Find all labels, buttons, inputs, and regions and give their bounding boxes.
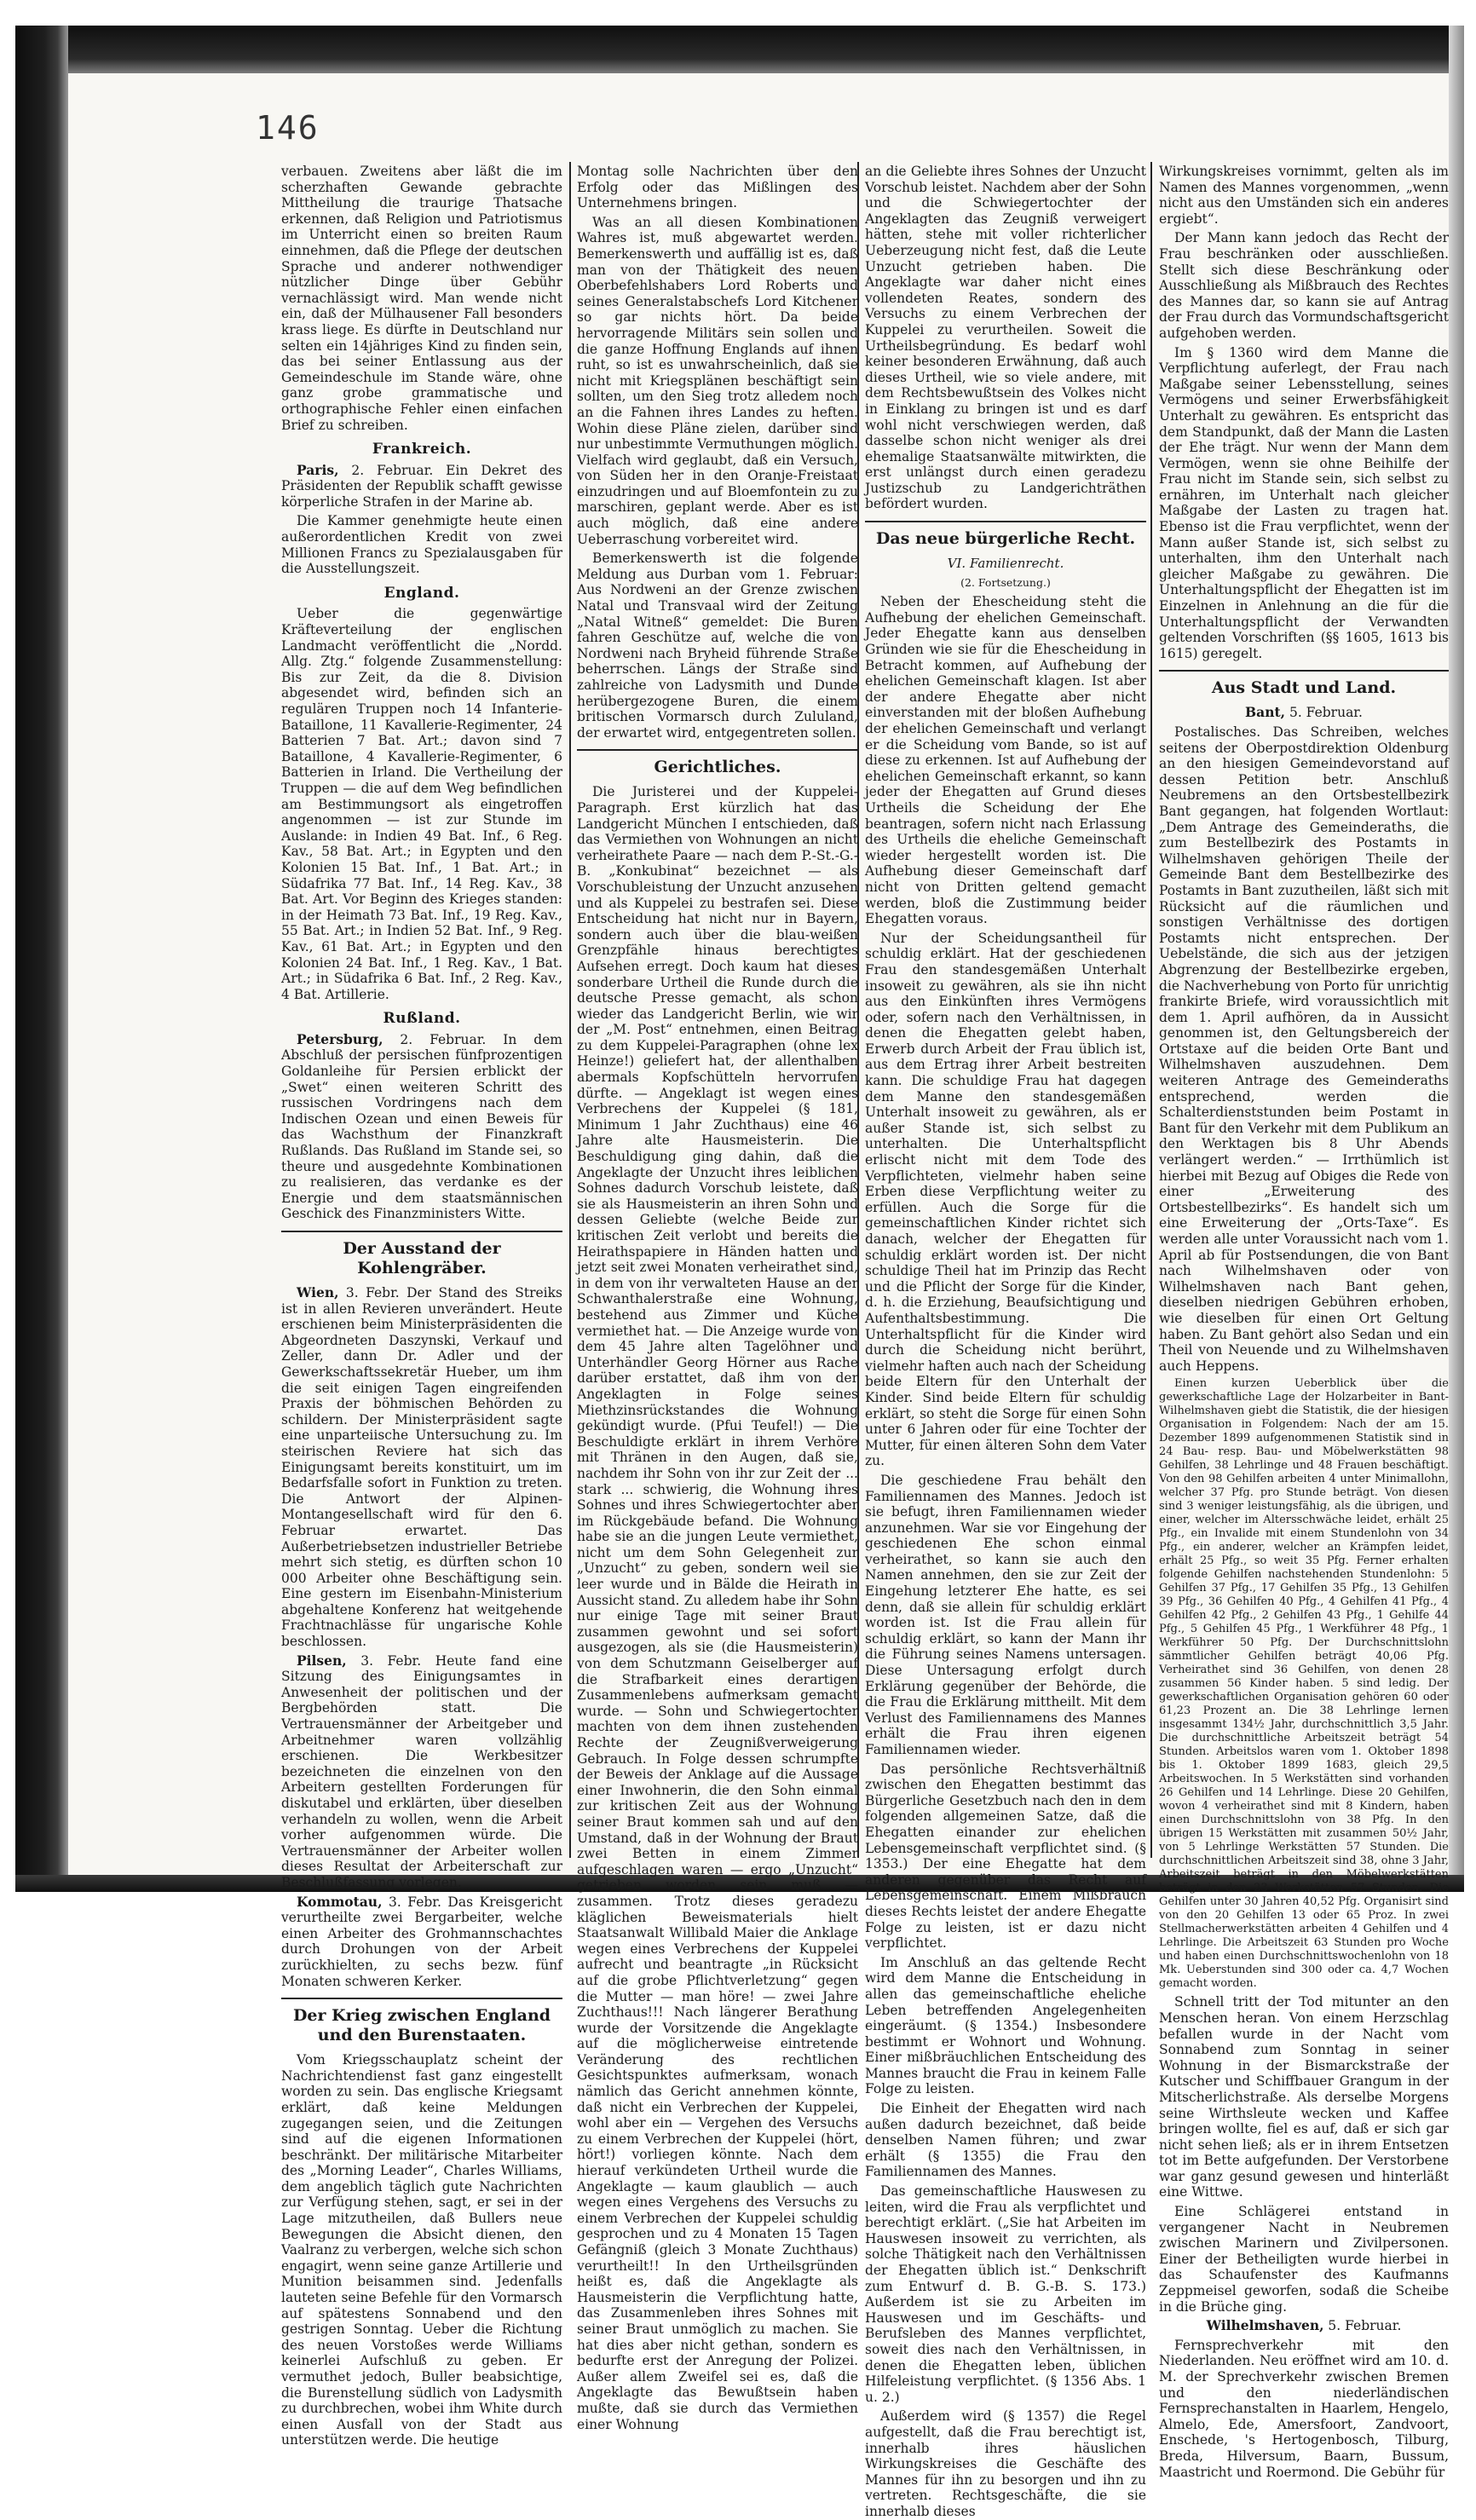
article-paragraph — [865, 2408, 1146, 2519]
article-paragraph — [577, 784, 858, 2432]
article-paragraph — [1159, 724, 1449, 1374]
paragraph-text: verbauen. Zweitens aber läßt die im scherzhaften Gewande gebrachte Mittheilung die traurige Thatsache erkennen, daß Religion und Patriotismus im Unterricht einen so breiten Raum einnehmen, daß die Pflege der deutschen Sprache und anderer nothwendiger nützlicher Dinge über Gebühr vernachlässigt wird. Man wende nicht ein, daß der Mülhausener Fall besonders krass liege. Es dürfte in Deutschland nur selten ein 14jähriges Kind zu finden sein, das bei seiner Entlassung aus der Gemeindeschule im Stande wäre, ohne ganz grobe grammatische und orthographische Fehler einen einfachen Brief zu schreiben. — [281, 164, 562, 433]
column-4 — [1159, 164, 1449, 2480]
article-paragraph — [1159, 1994, 1449, 2200]
scan-right-edge — [1449, 26, 1464, 1892]
article-headline: Der Krieg zwischen England und den Burenstaaten. — [281, 1998, 562, 2045]
paragraph-text: Die geschiedene Frau behält den Familiennamen des Mannes. Jedoch ist sie befugt, ihren Familiennamen wieder anzunehmen. War sie vor Eingehung der geschiedenen Ehe schon einmal verheirathet, so kann sie auch den Namen annehmen, den sie zur Zeit der Eingehung letzterer Ehe hatte, es sei denn, daß sie allein für schuldig erklärt worden ist. Ist die Frau allein für schuldig erklärt, so kann der Mann ihr die Führung seines Namens untersagen. Diese Untersagung erfolgt durch Erklärung gegenüber der Behörde, die die Frau die Erklärung mittheilt. Mit dem Verlust des Familiennamens des Mannes erhält die Frau ihren eigenen Familiennamen wieder. — [865, 1472, 1146, 1757]
paragraph-text: Der Mann kann jedoch das Recht der Frau beschränken oder ausschließen. Stellt sich diese Beschränkung oder Ausschließung als Mißbrauch des Rechtes des Mannes dar, so kann sie auf Antrag der Frau durch das Vormundschaftsgericht aufgehoben werden. — [1159, 230, 1449, 341]
paragraph-text: 3. Febr. Das Kreisgericht verurtheilte zwei Bergarbeiter, welche einen Arbeiter des Grohmannschachtes durch Drohungen von der Arbeit zurückhielten, zu sechs bezw. fünf Monaten schweren Kerker. — [281, 1894, 562, 1989]
place-dateline: Wilhelmshaven, — [1206, 2317, 1324, 2334]
article-paragraph — [865, 164, 1146, 512]
paragraph-text: Die Kammer genehmigte heute einen außerordentlichen Kredit von zwei Millionen Francs zu Spezialausgaben für die Ausstellungszeit. — [281, 513, 562, 577]
paragraph-text: Was an all diesen Kombinationen Wahres ist, muß abgewartet werden. Bemerkenswerth und auffällig ist es, daß man von der Thätigkeit des neuen Oberbefehlshabers Lord Roberts und seines Generalstabschefs Lord Kitchener so gar nichts hört. Da beide hervorragende Militärs sein sollen und die ganze Hoffnung Englands auf ihnen ruht, so ist es unwahrscheinlich, daß sie nicht mit Kriegsplänen beschäftigt sein sollten, um den Sieg trotz alledem noch an die Fahnen ihres Landes zu heften. Wohin diese Pläne zielen, darüber sind nur unbestimmte Vermuthungen möglich. Vielfach wird geglaubt, daß ein Versuch, von Süden her in den Oranje-Freistaat einzudringen und auf Bloemfontein zu zu marschiren, geplant werde. Aber es ist auch möglich, daß eine andere Ueberraschung vorbereitet wird. — [577, 214, 858, 547]
article-paragraph — [1159, 230, 1449, 341]
paragraph-text: 3. Febr. Heute fand eine Sitzung des Einigungsamtes in Anwesenheit der politischen und der Bergbehörden statt. Die Vertrauensmänner der Arbeitgeber und Arbeitnehmer waren vollzählig erschienen. Die Werkbesitzer bezeichneten die einzelnen von den Arbeitern gestellten Forderungen für diskutabel und erklärten, über dieselben verhandeln zu wollen, wenn die Arbeit vorher aufgenommen würde. Die Vertrauensmänner der Arbeiter wollen dieses Resultat der Arbeiterschaft zur Beschlußfassung vorlegen. — [281, 1652, 562, 1890]
paragraph-text: an die Geliebte ihres Sohnes der Unzucht Vorschub leistet. Nachdem aber der Sohn und die Schwiegertochter der Angeklagten das Zeugniß verweigert hätten, stehe mit voller richterlicher Ueberzeugung nicht fest, daß die Leute Unzucht getrieben haben. Die Angeklagte war daher nicht eines vollendeten Reates, sondern des Versuchs zu einem Verbrechen der Kuppelei zu verurtheilen. Soweit die Urtheilsbegründung. Es bedarf wohl keiner besonderen Erwähnung, daß auch dieses Urtheil, wie so viele andere, mit dem Rechtsbewußtsein des Volkes nicht in Einklang zu bringen ist und es darf wohl nicht verschwiegen werden, daß dasselbe schon nicht weniger als drei ehemalige Staatsanwälte mitwirkten, die erst unlängst durch einen geradezu Justizschub zu Landgerichträthen befördert wurden. — [865, 164, 1146, 512]
article-paragraph — [865, 1955, 1146, 2097]
paragraph-text: Im § 1360 wird dem Manne die Verpflichtung auferlegt, der Frau nach Maßgabe seiner Lebensstellung, seines Vermögens und seiner Erwerbsfähigkeit Unterhalt zu gewähren. Es entspricht das dem Standpunkt, daß der Mann die Lasten der Ehe trägt. Nur wenn der Mann dem Vermögen, wenn sie ohne Beihilfe der Frau nicht im Stande sein, sich selbst zu ernähren, im Unterhalt nach gleicher Maßgabe der Lasten zu tragen hat. Ebenso ist die Frau verpflichtet, wenn der Mann außer Stande ist, sich selbst zu unterhalten, ihm den Unterhalt nach gleicher Maßgabe zu gewähren. Die Unterhaltungspflicht der Ehegatten ist im Einzelnen in Anlehnung an die für die Unterhaltungspflicht der Verwandten geltenden Vorschriften (§§ 1605, 1613 bis 1615) geregelt. — [1159, 344, 1449, 661]
continuation-note: (2. Fortsetzung.) — [960, 575, 1051, 589]
paragraph-text: Das gemeinschaftliche Hauswesen zu leiten, wird die Frau als verpflichtet und berechtigt erklärt. („Sie hat Arbeiten im Hauswesen insoweit zu verrichten, als solche Thätigkeit nach den Verhältnissen der Ehegatten üblich ist.“ Denkschrift zum Entwurf d. B. G.-B. S. 173.) Außerdem ist sie zu Arbeiten im Hauswesen und im Geschäfts- und Berufsleben des Mannes verpflichtet, soweit dies nach den Verhältnissen, in denen die Ehegatten leben, üblichen Hilfeleistung verpflichtet. (§ 1356 Abs. 1 u. 2.) — [865, 2183, 1146, 2405]
article-paragraph — [281, 606, 562, 1002]
article-paragraph — [577, 164, 858, 211]
article-paragraph — [865, 1473, 1146, 1758]
dateline — [1159, 2318, 1449, 2334]
dateline — [1159, 705, 1449, 721]
paragraph-text: 5. Februar. — [1285, 705, 1363, 721]
article-paragraph — [281, 1894, 562, 1990]
article-paragraph — [281, 513, 562, 576]
article-paragraph — [1159, 2204, 1449, 2315]
paragraph-text: Einen kurzen Ueberblick über die gewerkschaftliche Lage der Holzarbeiter in Bant-Wilhelmshaven giebt die Statistik, die der hiesigen Organisation in Folgendem: Nach der am 15. Dezember 1899 aufgenommenen Statistik sind in 24 Bau- resp. Bau- und Möbelwerkstätten 98 Gehilfen, 38 Lehrlinge und 48 Frauen beschäftigt. Von den 98 Gehilfen arbeiten 4 unter Minimallohn, welcher 37 Pfg. pro Stunde beträgt. Von diesen sind 3 weniger leistungsfähig, als die übrigen, und einer, welcher im Altersschwäche leidet, erhält 25 Pfg., ein Invalide mit einem Stundenlohn von 34 Pfg., ein anderer, welcher an Krämpfen leidet, erhält 25 Pfg., so weit 35 Pfg. Ferner erhalten folgende Gehilfen nachstehenden Stundenlohn: 5 Gehilfen 37 Pfg., 17 Gehilfen 35 Pfg., 13 Gehilfen 39 Pfg., 36 Gehilfen 40 Pfg., 4 Gehilfen 41 Pfg., 4 Gehilfen 42 Pfg., 2 Gehilfen 43 Pfg., 1 Gehilfe 44 Pfg., 5 Gehilfen 45 Pfg., 1 Werkführer 48 Pfg., 1 Werkführer 50 Pfg. Der Durchschnittslohn sämmtlicher Gehilfen beträgt 40,06 Pfg. Verheirathet sind 36 Gehilfen, von denen 28 zusammen 56 Kinder haben. 5 sind ledig. Der gewerkschaftlichen Organisation gehören 60 oder 61,23 Prozent an. Die 38 Lehrlinge lernen insgesammt 134½ Jahr, durchschnittlich 3,5 Jahr. Die durchschnittliche Arbeitszeit beträgt 54 Stunden. Arbeitslos waren vom 1. Oktober 1898 bis 1. Oktober 1899 1683, gleich 29,5 Arbeitswochen. In 5 Werkstätten sind vorhanden 26 Gehilfen und 14 Lehrlinge. Diese 20 Gehilfen, wovon 4 verheirathet sind mit 8 Kindern, haben einen Durchschnittslohn von 38 Pfg. In den übrigen 15 Werkstätten mit zusammen 50½ Jahr, von 5 Lehrlinge Werkstätten 57 Stunden. Die durchschnittlichen Arbeitszeit sind 38, ohne 3 Jahr, Arbeitszeit beträgt in den Möbelwerkstätten beträgt in den 23 Werkstätten 57 Stunden. Die Gehilfen unter 30 Jahren 40,52 Pfg. Organisirt sind von den 20 Gehilfen 13 oder 65 Proz. In zwei Stellmacherwerkstätten arbeiten 4 Gehilfen und 4 Lehrlinge. Die Arbeitszeit 63 Stunden pro Woche und haben einen Durchschnittswochenlohn von 18 Mk. Ueberstunden sind 300 oder ca. 4,7 Wochen gemacht worden. — [1159, 1377, 1449, 1991]
column-2 — [577, 164, 858, 2432]
section-heading: Frankreich. — [372, 441, 472, 458]
place-dateline: Bant, — [1245, 704, 1286, 721]
paragraph-text: Vom Kriegsschauplatz scheint der Nachrichtendienst fast ganz eingestellt worden zu sein. Das englische Kriegsamt erklärt, daß keine Meldungen zugegangen seien, und die Zeitungen sind auf die eigenen Informationen beschränkt. Der militärische Mitarbeiter des „Morning Leader“, Charles Williams, dem angeblich täglich gute Nachrichten zur Verfügung stehen, sagt, er sei in der Lage mitzutheilen, daß Bullers neue Bewegungen die Absicht dienen, den Vaalranz zu verbergen, welche sich schon engagirt, wenn seine ganze Artillerie und Munition beisammen sind. Jedenfalls lauteten seine Befehle für den Vormarsch auf spätestens Sonnabend und den gestrigen Sonntag. Ueber die Richtung des neuen Vorstoßes werde Williams keinerlei Aufschluß zu geben. Er vermuthet jedoch, Buller beabsichtige, die Burenstellung südlich von Ladysmith zu durchbrechen, wobei ihm White durch einen Ausfall von der Stadt aus unterstützen werde. Die heutige — [281, 2052, 562, 2448]
article-headline: Aus Stadt und Land. — [1159, 670, 1449, 698]
column-rule — [1150, 162, 1152, 1858]
paragraph-text: Bemerkenswerth ist die folgende Meldung aus Durban vom 1. Februar: Aus Nordweni an der Grenze zwischen Natal und Transvaal wird der Zeitung „Natal Witneß“ gemeldet: Die Buren fahren Geschütze auf, welche die von Nordweni nach Bryheid führende Straße beherrschen. Längs der Straße sind zahlreiche von Ladysmith und Dunde herübergezogene Buren, die einem britischen Vormarsch durch Zululand, der erwartet wird, entgegentreten sollen. — [577, 551, 858, 741]
paragraph-text: Im Anschluß an das geltende Recht wird dem Manne die Entscheidung in allen das gemeinschaftliche eheliche Leben betreffenden Angelegenheiten eingeräumt. (§ 1354.) Insbesondere bestimmt er Wohnort und Wohnung. Einer mißbräuchlichen Entscheidung des Mannes braucht die Frau in keinem Falle Folge zu leisten. — [865, 1954, 1146, 2097]
paragraph-text: 2. Februar. Ein Dekret des Präsidenten der Republik schafft gewisse körperliche Strafen in der Marine ab. — [281, 462, 562, 510]
paragraph-text: Neben der Ehescheidung steht die Aufhebung der ehelichen Gemeinschaft. Jeder Ehegatte kann aus denselben Gründen wie sie für die Ehescheidung in Betracht kommen, auf Aufhebung der ehelichen Gemeinschaft klagen. Ist aber der andere Ehegatte aber nicht einverstanden mit der bloßen Aufhebung der ehelichen Gemeinschaft und verlangt er die Scheidung vom Bande, so ist auf diese zu erkennen. Ist auf Aufhebung der ehelichen Gemeinschaft erkannt, so kann jeder der Ehegatten auf Grund dieses Urtheils die Scheidung der Ehe beantragen, sofern nicht nach Erlassung des Urtheils die eheliche Gemeinschaft wieder hergestellt worden ist. Die Aufhebung dieser Gemeinschaft darf nicht von Dritten geltend gemacht werden, bloß die Zustimmung beider Ehegatten voraus. — [865, 594, 1146, 927]
article-paragraph — [281, 1653, 562, 1891]
article-headline: Gerichtliches. — [577, 749, 858, 777]
article-paragraph — [865, 2101, 1146, 2180]
article-paragraph — [281, 463, 562, 510]
paragraph-text: Fernsprechverkehr mit den Niederlanden. Neu eröffnet wird am 10. d. M. der Sprechverkehr zwischen Bremen und den niederländischen Fernsprechanstalten in Haarlem, Hengelo, Almelo, Ede, Amersfoort, Zandvoort, Enschede, 's Hertogenbosch, Tilburg, Breda, Hilversum, Baarn, Bussum, Maastricht und Roermond. Die Gebühr für — [1159, 2337, 1449, 2480]
page-number: 146 — [256, 109, 320, 147]
article-subheadline: VI. Familienrecht. — [947, 556, 1064, 572]
article-paragraph — [1159, 1377, 1449, 1991]
paragraph-text: Postalisches. Das Schreiben, welches seitens der Oberpostdirektion Oldenburg an den hiesigen Gemeindevorstand auf dessen Petition betr. Anschluß Neubremens an den Ortsbestellbezirk Bant gegangen, hat folgenden Wortlaut: „Dem Antrage des Gemeinderaths, die zum Bestellbezirk des Postamts in Wilhelmshaven gehörigen Theile der Gemeinde Bant dem Bestellbezirke des Postamts in Bant zuzutheilen, läßt sich mit Rücksicht auf die räumlichen und sonstigen Verhältnisse des dortigen Postamts nicht entsprechen. Der Uebelstände, die sich aus der jetzigen Abgrenzung der Bestellbezirke ergeben, die Nachverhebung von Porto für unrichtig frankirte Briefe, wird voraussichtlich mit dem 1. April aufhören, da in Aussicht genommen ist, den Geltungsbereich der Ortstaxe auf die beiden Orte Bant und Wilhelmshaven auszudehnen. Dem weiteren Antrage des Gemeinderaths entsprechend, werden die Schalterdienststunden beim Postamt in Bant für den Verkehr mit dem Publikum an den Werktagen bis 8 Uhr Abends verlängert werden.“ — Irrthümlich ist hierbei mit Bezug auf Obiges die Rede von einer „Erweiterung des Ortsbestellbezirks“. Es handelt sich um eine Erweiterung der „Orts-Taxe“. Es werden alle unter Voraussicht nach vom 1. April ab für Postsendungen, die von Bant nach Wilhelmshaven oder von Wilhelmshaven nach Bant gehen, dieselben niedrigen Gebühren erhoben, wie dieselben für einen Ort Geltung haben. Zu Bant gehört also Sedan und ein Theil von Neuende und zu Wilhelmshaven auch Heppens. — [1159, 724, 1449, 1374]
place-dateline: Petersburg, — [297, 1030, 383, 1047]
place-dateline: Paris, — [297, 461, 339, 478]
article-paragraph — [1159, 345, 1449, 662]
article-paragraph — [281, 164, 562, 433]
place-dateline: Wien, — [297, 1284, 339, 1300]
article-paragraph — [865, 594, 1146, 926]
paragraph-text: Schnell tritt der Tod mitunter an den Menschen heran. Von einem Herzschlag befallen wurde in der Nacht vom Sonnabend zum Sonntag in seiner Wohnung in der Bismarckstraße der Kutscher und Schiffbauer Grangum in der Mitscherlichstraße. Als derselbe Morgens seine Wirthsleute wecken und Kaffee bringen wollte, fiel es auf, daß er sich gar nicht sehen ließ; als er in ihrem Entsetzen tot im Bette aufgefunden. Der Verstorbene war ganz gesund gewesen und hinterläßt eine Wittwe. — [1159, 1994, 1449, 2200]
article-paragraph — [281, 2052, 562, 2448]
scan-binding-left — [15, 26, 68, 1892]
place-dateline: Pilsen, — [297, 1652, 347, 1669]
paragraph-text: Montag solle Nachrichten über den Erfolg oder das Mißlingen des Unternehmens bringen. — [577, 164, 858, 211]
article-paragraph — [865, 931, 1146, 1469]
paragraph-text: 5. Februar. — [1323, 2318, 1402, 2334]
article-headline: Das neue bürgerliche Recht. — [865, 521, 1146, 549]
column-rule — [569, 162, 571, 1858]
paragraph-text: Außerdem wird (§ 1357) die Regel aufgestellt, daß die Frau berechtigt ist, innerhalb ihres häuslichen Wirkungskreises die Geschäfte des Mannes für ihn zu besorgen und ihn zu vertreten. Rechtsgeschäfte, die sie innerhalb dieses — [865, 2408, 1146, 2519]
paragraph-text: Die Einheit der Ehegatten wird nach außen dadurch bezeichnet, daß beide denselben Namen führen; und zwar erhält (§ 1355) die Frau den Familiennamen des Mannes. — [865, 2101, 1146, 2180]
paragraph-text: Das persönliche Rechtsverhältniß zwischen den Ehegatten bestimmt das Bürgerliche Gesetzbuch nach den in dem folgenden allgemeinen Satze, daß die Ehegatten einander zur ehelichen Lebensgemeinschaft verpflichtet sind. (§ 1353.) Der eine Ehegatte hat dem anderen gegenüber das Recht auf Lebensgemeinschaft. Einem Mißbrauch dieses Rechts leistet der andere Ehegatte Folge zu leisten, ist er dazu nicht verpflichtet. — [865, 1761, 1146, 1952]
paragraph-text: Die Juristerei und der Kuppelei-Paragraph. Erst kürzlich hat das Landgericht München I entschieden, daß das Vermiethen von Wohnungen an nicht verheirathete Paare — nach dem P.-St.-G.-B. „Konkubinat“ bezeichnet — als Vorschubleistung der Unzucht anzusehen und als Kuppelei zu bestrafen sei. Diese Entscheidung hat nicht nur in Bayern, sondern auch über die blau-weißen Grenzpfähle hinaus berechtigtes Aufsehen erregt. Doch kaum hat dieses sonderbare Urtheil die Runde durch die deutsche Presse gemacht, als schon wieder das Landgericht Berlin, wie wir der „M. Post“ entnehmen, einen Beitrag zu dem Kuppelei-Paragraphen (ohne lex Heinze!) geliefert hat, der allenthalben abermals Kopfschütteln hervorrufen dürfte. — Angeklagt ist wegen eines Verbrechens der Kuppelei (§ 181, Minimum 1 Jahr Zuchthaus) eine 46 Jahre alte Hausmeisterin. Die Beschuldigung ging dahin, daß die Angeklagte der Unzucht ihres leiblichen Sohnes dadurch Vorschub leistete, daß sie als Hausmeisterin an ihren Sohn und dessen Geliebte (welche Beide zur kritischen Zeit verlobt und bereits die Heirathspapiere in Händen hatten und jetzt seit zwei Monaten verheirathet sind, in dem von ihr verwalteten Hause an der Schwanthalerstraße eine Wohnung, bestehend aus Zimmer und Küche vermiethet hat. — Die Anzeige wurde von dem 45 Jahre alten Tagelöhner und Unterhändler Georg Hörner aus Rache darüber erstattet, daß ihm von der Angeklagten in Folge seines Miethzinsrückstandes die Wohnung gekündigt wurde. (Pfui Teufel!) — Die Beschuldigte erklärt in ihrem Verhöre mit Thränen in den Augen, daß sie, nachdem ihr Sohn von ihr zur Zeit der ... stark ... schwierig, die Wohnung ihres Sohnes und ihres Schwiegertochter aber im Rückgebäude befand. Die Wohnung habe sie an die jungen Leute vermiethet, nicht um dem Sohn Gelegenheit zur „Unzucht“ zu geben, sondern weil sie leer wurde und in Bälde die Heirath in Aussicht stand. Zu alledem habe ihr Sohn nur einige Tage mit seiner Braut zusammen gewohnt und sei sofort ausgezogen, als sie (die Hausmeisterin) von dem Schutzmann Geiselberger auf die Strafbarkeit eines derartigen Zusammenlebens aufmerksam gemacht wurde. — Sohn und Schwiegertochter machten von dem ihnen zustehenden Rechte der Zeugnißverweigerung Gebrauch. In Folge dessen schrumpfte der Beweis der Anklage auf die Aussage einer Inwohnerin, die den Sohn einmal zur kritischen Zeit aus der Wohnung seiner Braut kommen sah und auf den Umstand, daß in der Wohnung der Braut zwei Betten in einem Zimmer aufgeschlagen waren — ergo „Unzucht“ getrieben worden sein muß — zusammen. Trotz dieses geradezu kläglichen Beweismaterials hielt Staatsanwalt Willibald Maier die Anklage wegen eines Verbrechens der Kuppelei aufrecht und beantragte „in Rücksicht auf die grobe Pflichtverletzung“ gegen die Mutter — man höre! — zwei Jahre Zuchthaus!!! Nach längerer Berathung wurde der Vorsitzende die Angeklagte auf die möglicherweise eintretende Veränderung des rechtlichen Gesichtspunktes aufmerksam, wonach nämlich das Gericht annehmen könnte, daß nicht ein Verbrechen der Kuppelei, wohl aber ein — Vergehen des Versuchs zu einem Verbrechen der Kuppelei (hört, hört!) vorliegen könnte. Nach dem hierauf verkündeten Urtheil wurde die Angeklagte — kaum glaublich — auch wegen eines Vergehens des Versuchs zu einem Verbrechen der Kuppelei schuldig gesprochen und zu 4 Monaten 15 Tagen Gefängniß (gleich 3 Monate Zuchthaus) verurtheilt!! In den Urtheilsgründen heißt es, daß die Angeklagte als Hausmeisterin die Verpflichtung hatte, das Zusammenleben ihres Sohnes mit seiner Braut unmöglich zu machen. Sie hat dies aber nicht gethan, sondern es bedurfte erst der Anregung der Polizei. Außer allem Zweifel sei es, daß die Angeklagte das Bewußtsein haben mußte, daß sie durch das Vermiethen einer Wohnung — [577, 784, 858, 2432]
paragraph-text: 2. Februar. In dem Abschluß der persischen fünfprozentigen Goldanleihe für Persien erblickt der „Swet“ einen weiteren Schritt des russischen Vordringens nach dem Indischen Ozean und einen Beweis für das Wachsthum der Finanzkraft Rußlands. Das Rußland im Stande sei, so theure und ausgedehnte Kombinationen zu realisieren, das verdanke es der Energie und dem staatsmännischen Geschick des Finanzministers Witte. — [281, 1031, 562, 1222]
paragraph-text: 3. Febr. Der Stand des Streiks ist in allen Revieren unverändert. Heute erschienen beim Ministerpräsidenten die Abgeordneten Daszynski, Verkauf und Zeller, dann Dr. Adler und der Gewerkschaftssekretär Hueber, um ihm die seit einigen Tagen eingreifenden Praxis der böhmischen Behörden zu schildern. Der Ministerpräsident sagte eine unparteiische Untersuchung zu. Im steirischen Reviere hat sich das Einigungsamt bereits konstituirt, um im Bedarfsfalle sofort in Funktion zu treten. Die Antwort der Alpinen-Montangesellschaft wird für den 6. Februar erwartet. Das Außerbetriebsetzen industrieller Betriebe mehrt sich stetig, es dürften schon 10 000 Arbeiter ohne Beschäftigung sein. Eine gestern im Eisenbahn-Ministerium abgehaltene Konferenz hat weitgehende Frachtnachlässe für ungarische Kohle beschlossen. — [281, 1285, 562, 1650]
paragraph-text: Ueber die gegenwärtige Kräfteverteilung der englischen Landmacht veröffentlicht die „Nordd. Allg. Ztg.“ folgende Zusammenstellung: Bis zur Zeit, da die 8. Division abgesendet wird, befinden sich an regulären Truppen noch 14 Infanterie-Bataillone, 11 Kavallerie-Regimenter, 24 Batterien 7 Bat. Art.; davon sind 7 Bataillone, 4 Kavallerie-Regimenter, 6 Batterien in Irland. Die Vertheilung der Truppen — die auf dem Weg befindlichen am Bestimmungsort als eingetroffen angenommen — ist zur Stunde im Auslande: in Indien 49 Bat. Inf., 6 Reg. Kav., 58 Bat. Art.; in Egypten und den Kolonien 15 Bat. Inf., 1 Bat. Art.; in Südafrika 77 Bat. Inf., 14 Reg. Kav., 38 Bat. Art. Vor Beginn des Krieges standen: in der Heimath 73 Bat. Inf., 19 Reg. Kav., 55 Bat. Art.; in Indien 52 Bat. Inf., 9 Reg. Kav., 61 Bat. Art.; in Egypten und den Kolonien 24 Bat. Inf., 1 Reg. Kav., 1 Bat. Art.; in Südafrika 6 Bat. Inf., 2 Reg. Kav., 4 Bat. Artillerie. — [281, 606, 562, 1002]
section-heading: England. — [383, 584, 460, 602]
scan-binding-top — [15, 26, 1464, 73]
article-paragraph — [577, 215, 858, 547]
article-headline: Der Ausstand der Kohlengräber. — [281, 1231, 562, 1278]
article-paragraph — [577, 551, 858, 741]
section-heading: Rußland. — [383, 1010, 461, 1028]
article-paragraph — [1159, 164, 1449, 227]
column-1 — [281, 164, 562, 2448]
article-paragraph — [865, 1762, 1146, 1952]
paragraph-text: Wirkungskreises vornimmt, gelten als im Namen des Mannes vorgenommen, „wenn nicht aus den Umständen sich ein anderes ergiebt“. — [1159, 164, 1449, 227]
place-dateline: Kommotau, — [297, 1893, 383, 1910]
article-paragraph — [281, 1285, 562, 1650]
column-3 — [865, 164, 1146, 2519]
paragraph-text: Nur der Scheidungsantheil für schuldig erklärt. Hat der geschiedenen Frau den standesgemäßen Unterhalt insoweit zu gewähren, als sie ihn nicht aus den Einkünften ihres Vermögens oder, sofern nach den Verhältnissen, in denen die Ehegatten gelebt haben, Erwerb durch Arbeit der Frau üblich ist, aus dem Ertrag ihrer Arbeit bestreiten kann. Die schuldige Frau hat dagegen dem Manne den standesgemäßen Unterhalt insoweit zu gewähren, als er außer Stande ist, sich selbst zu unterhalten. Die Unterhaltspflicht erlischt nicht mit dem Tode des Verpflichteten, vielmehr haben seine Erben diese Verpflichtung weiter zu erfüllen. Auch die Sorge für die gemeinschaftlichen Kinder richtet sich danach, welcher der Ehegatten für schuldig erklärt worden ist. Der nicht schuldige Theil hat im Prinzip das Recht und die Pflicht der Sorge für die Kinder, d. h. die Erziehung, Beaufsichtigung und Aufenthaltsbestimmung. Die Unterhaltspflicht für die Kinder wird durch die Scheidung nicht berührt, vielmehr haften auch nach der Scheidung beide Eltern für den Unterhalt der Kinder. Sind beide Eltern für schuldig erklärt, so steht die Sorge für einen Sohn unter 6 Jahren oder für eine Tochter der Mutter, für einen älteren Sohn dem Vater zu. — [865, 930, 1146, 1469]
article-paragraph — [1159, 2338, 1449, 2480]
article-paragraph — [281, 1032, 562, 1222]
paragraph-text: Eine Schlägerei entstand in vergangener Nacht in Neubremen zwischen Marinern und Zivilpersonen. Einer der Betheiligten wurde hierbei in das Schaufenster des Kaufmanns Zeppmeisel geworfen, sodaß die Scheibe in die Brüche ging. — [1159, 2204, 1449, 2315]
article-paragraph — [865, 2183, 1146, 2405]
